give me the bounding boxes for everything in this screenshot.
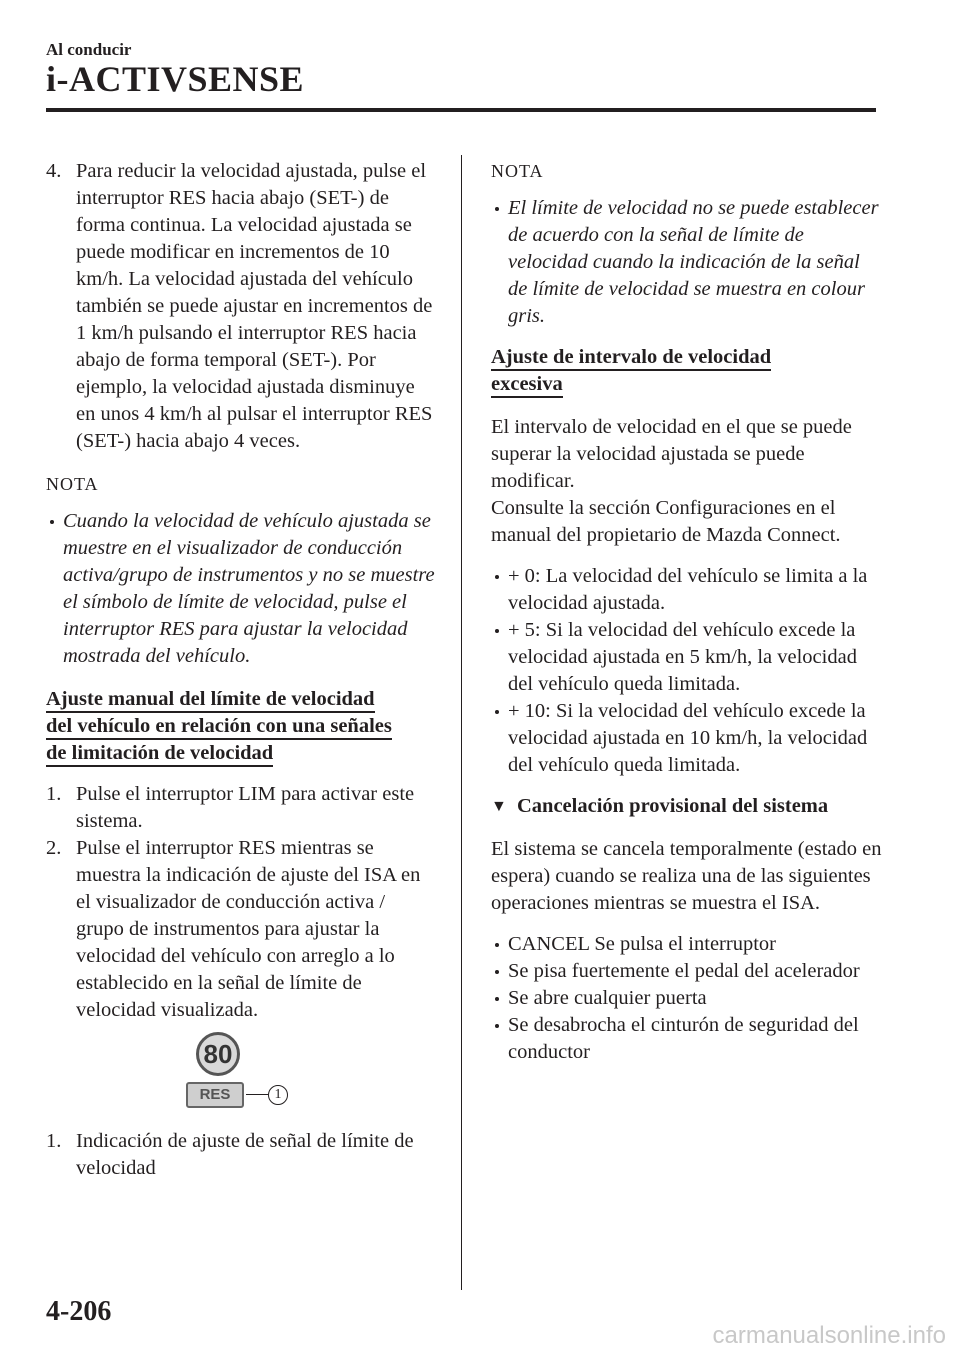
cancel-paragraph: El sistema se cancela temporalmente (estado en espera) cuando se realiza una de las siguientes operaciones mientras se muestra el ISA. — [491, 838, 882, 914]
list-item-text: + 10: Si la velocidad del vehículo excede la velocidad ajustada en 10 km/h, la velocidad del vehículo queda limitada. — [508, 700, 868, 776]
bullet-icon — [491, 195, 508, 330]
nota-text: Cuando la velocidad de vehículo ajustada se muestre en el visualizador de conducción activa/grupo de instrumentos y no se muestre el símbolo de límite de velocidad, pulse el interruptor RES para ajustar la velocidad mostrada del vehículo. — [63, 510, 435, 667]
subheading-line: excesiva — [491, 373, 563, 398]
step-2 — [46, 835, 438, 1024]
cancel-heading-text: Cancelación provisional del sistema — [517, 795, 829, 817]
step-1 — [46, 781, 438, 835]
list-item — [491, 958, 883, 985]
bullet-icon — [491, 1012, 508, 1066]
bullet-icon — [491, 563, 508, 617]
subheading-line: de limitación de velocidad — [46, 742, 273, 767]
speed-interval-subheading — [491, 344, 883, 398]
callout-leader — [246, 1094, 268, 1095]
chapter-title: i-ACTIVSENSE — [46, 59, 305, 99]
right-column — [491, 158, 883, 1066]
nota-label: NOTA — [491, 161, 544, 181]
list-item — [491, 698, 883, 779]
list-item-text: Se abre cualquier puerta — [508, 987, 707, 1009]
nota-label: NOTA — [46, 474, 99, 494]
speed-limit-sign-icon: 80 — [196, 1032, 240, 1076]
bullet-icon — [491, 617, 508, 698]
header-rule — [46, 108, 876, 112]
nota-item — [491, 195, 883, 330]
bullet-icon — [491, 931, 508, 958]
subheading-line: del vehículo en relación con una señales — [46, 715, 392, 740]
bullet-icon — [491, 698, 508, 779]
list-item-text: Se pisa fuertemente el pedal del acelerador — [508, 960, 860, 982]
step-text: Pulse el interruptor RES mientras se muestra la indicación de ajuste del ISA en el visualizador de conducción activa / grupo de instrumentos para ajustar la velocidad del vehículo con arreglo a lo establecido en la señal de límite de velocidad visualizada. — [76, 837, 421, 1021]
bullet-icon — [491, 958, 508, 985]
bullet-icon — [46, 508, 63, 670]
cancel-heading — [491, 793, 883, 820]
callout-number: 1 — [268, 1085, 288, 1105]
bullet-icon — [491, 985, 508, 1012]
list-item-text: Se desabrocha el cinturón de seguridad del conductor — [508, 1014, 859, 1063]
list-item-text: + 5: Si la velocidad del vehículo excede la velocidad ajustada en 5 km/h, la velocidad del vehículo queda limitada. — [508, 619, 857, 695]
nota-item — [46, 508, 438, 670]
interval-paragraph: El intervalo de velocidad en el que se puede superar la velocidad ajustada se puede modificar. — [491, 416, 852, 492]
list-item — [491, 1012, 883, 1066]
caption-number: 1. — [46, 1130, 62, 1152]
nota-text: El límite de velocidad no se puede establecer de acuerdo con la señal de límite de velocidad cuando la indicación de la señal de límite de velocidad se muestra en colour gris. — [508, 197, 879, 327]
step-number: 4. — [46, 160, 62, 182]
watermark: carmanualsonline.info — [712, 1322, 946, 1349]
cancel-list — [491, 931, 883, 1066]
list-item-text: CANCEL Se pulsa el interruptor — [508, 933, 776, 955]
list-item — [491, 563, 883, 617]
figure-caption — [46, 1128, 438, 1182]
list-item-text: + 0: La velocidad del vehículo se limita a la velocidad ajustada. — [508, 565, 868, 614]
page-number: 4-206 — [46, 1296, 112, 1327]
res-button-icon: RES — [186, 1082, 244, 1108]
list-item — [491, 931, 883, 958]
step-4 — [46, 158, 438, 455]
step-text: Para reducir la velocidad ajustada, pulse el interruptor RES hacia abajo (SET-) de forma continua. La velocidad ajustada se puede modificar en incrementos de 10 km/h. La velocidad ajustada del vehículo también se puede ajustar en incrementos de 1 km/h pulsando el interruptor RES hacia abajo de forma temporal (SET-). Por ejemplo, la velocidad ajustada disminuye en unos 4 km/h al pulsar el interruptor RES (SET-) hacia abajo 4 veces. — [76, 160, 433, 452]
list-item — [491, 985, 883, 1012]
step-number: 1. — [46, 783, 62, 805]
column-divider — [461, 155, 462, 1290]
step-text: Pulse el interruptor LIM para activar este sistema. — [76, 783, 415, 832]
caption-text: Indicación de ajuste de señal de límite de velocidad — [76, 1130, 414, 1179]
section-label: Al conducir — [46, 40, 132, 59]
subheading-line: Ajuste de intervalo de velocidad — [491, 346, 771, 371]
interval-list — [491, 563, 883, 779]
left-column — [46, 158, 438, 1182]
subheading-line: Ajuste manual del límite de velocidad — [46, 688, 375, 713]
interval-reference-paragraph: Consulte la sección Configuraciones en el manual del propietario de Mazda Connect. — [491, 497, 841, 546]
manual-limit-subheading — [46, 686, 438, 767]
isa-setting-figure — [46, 1032, 438, 1124]
triangle-down-icon: ▼ — [491, 798, 507, 815]
step-number: 2. — [46, 837, 62, 859]
list-item — [491, 617, 883, 698]
